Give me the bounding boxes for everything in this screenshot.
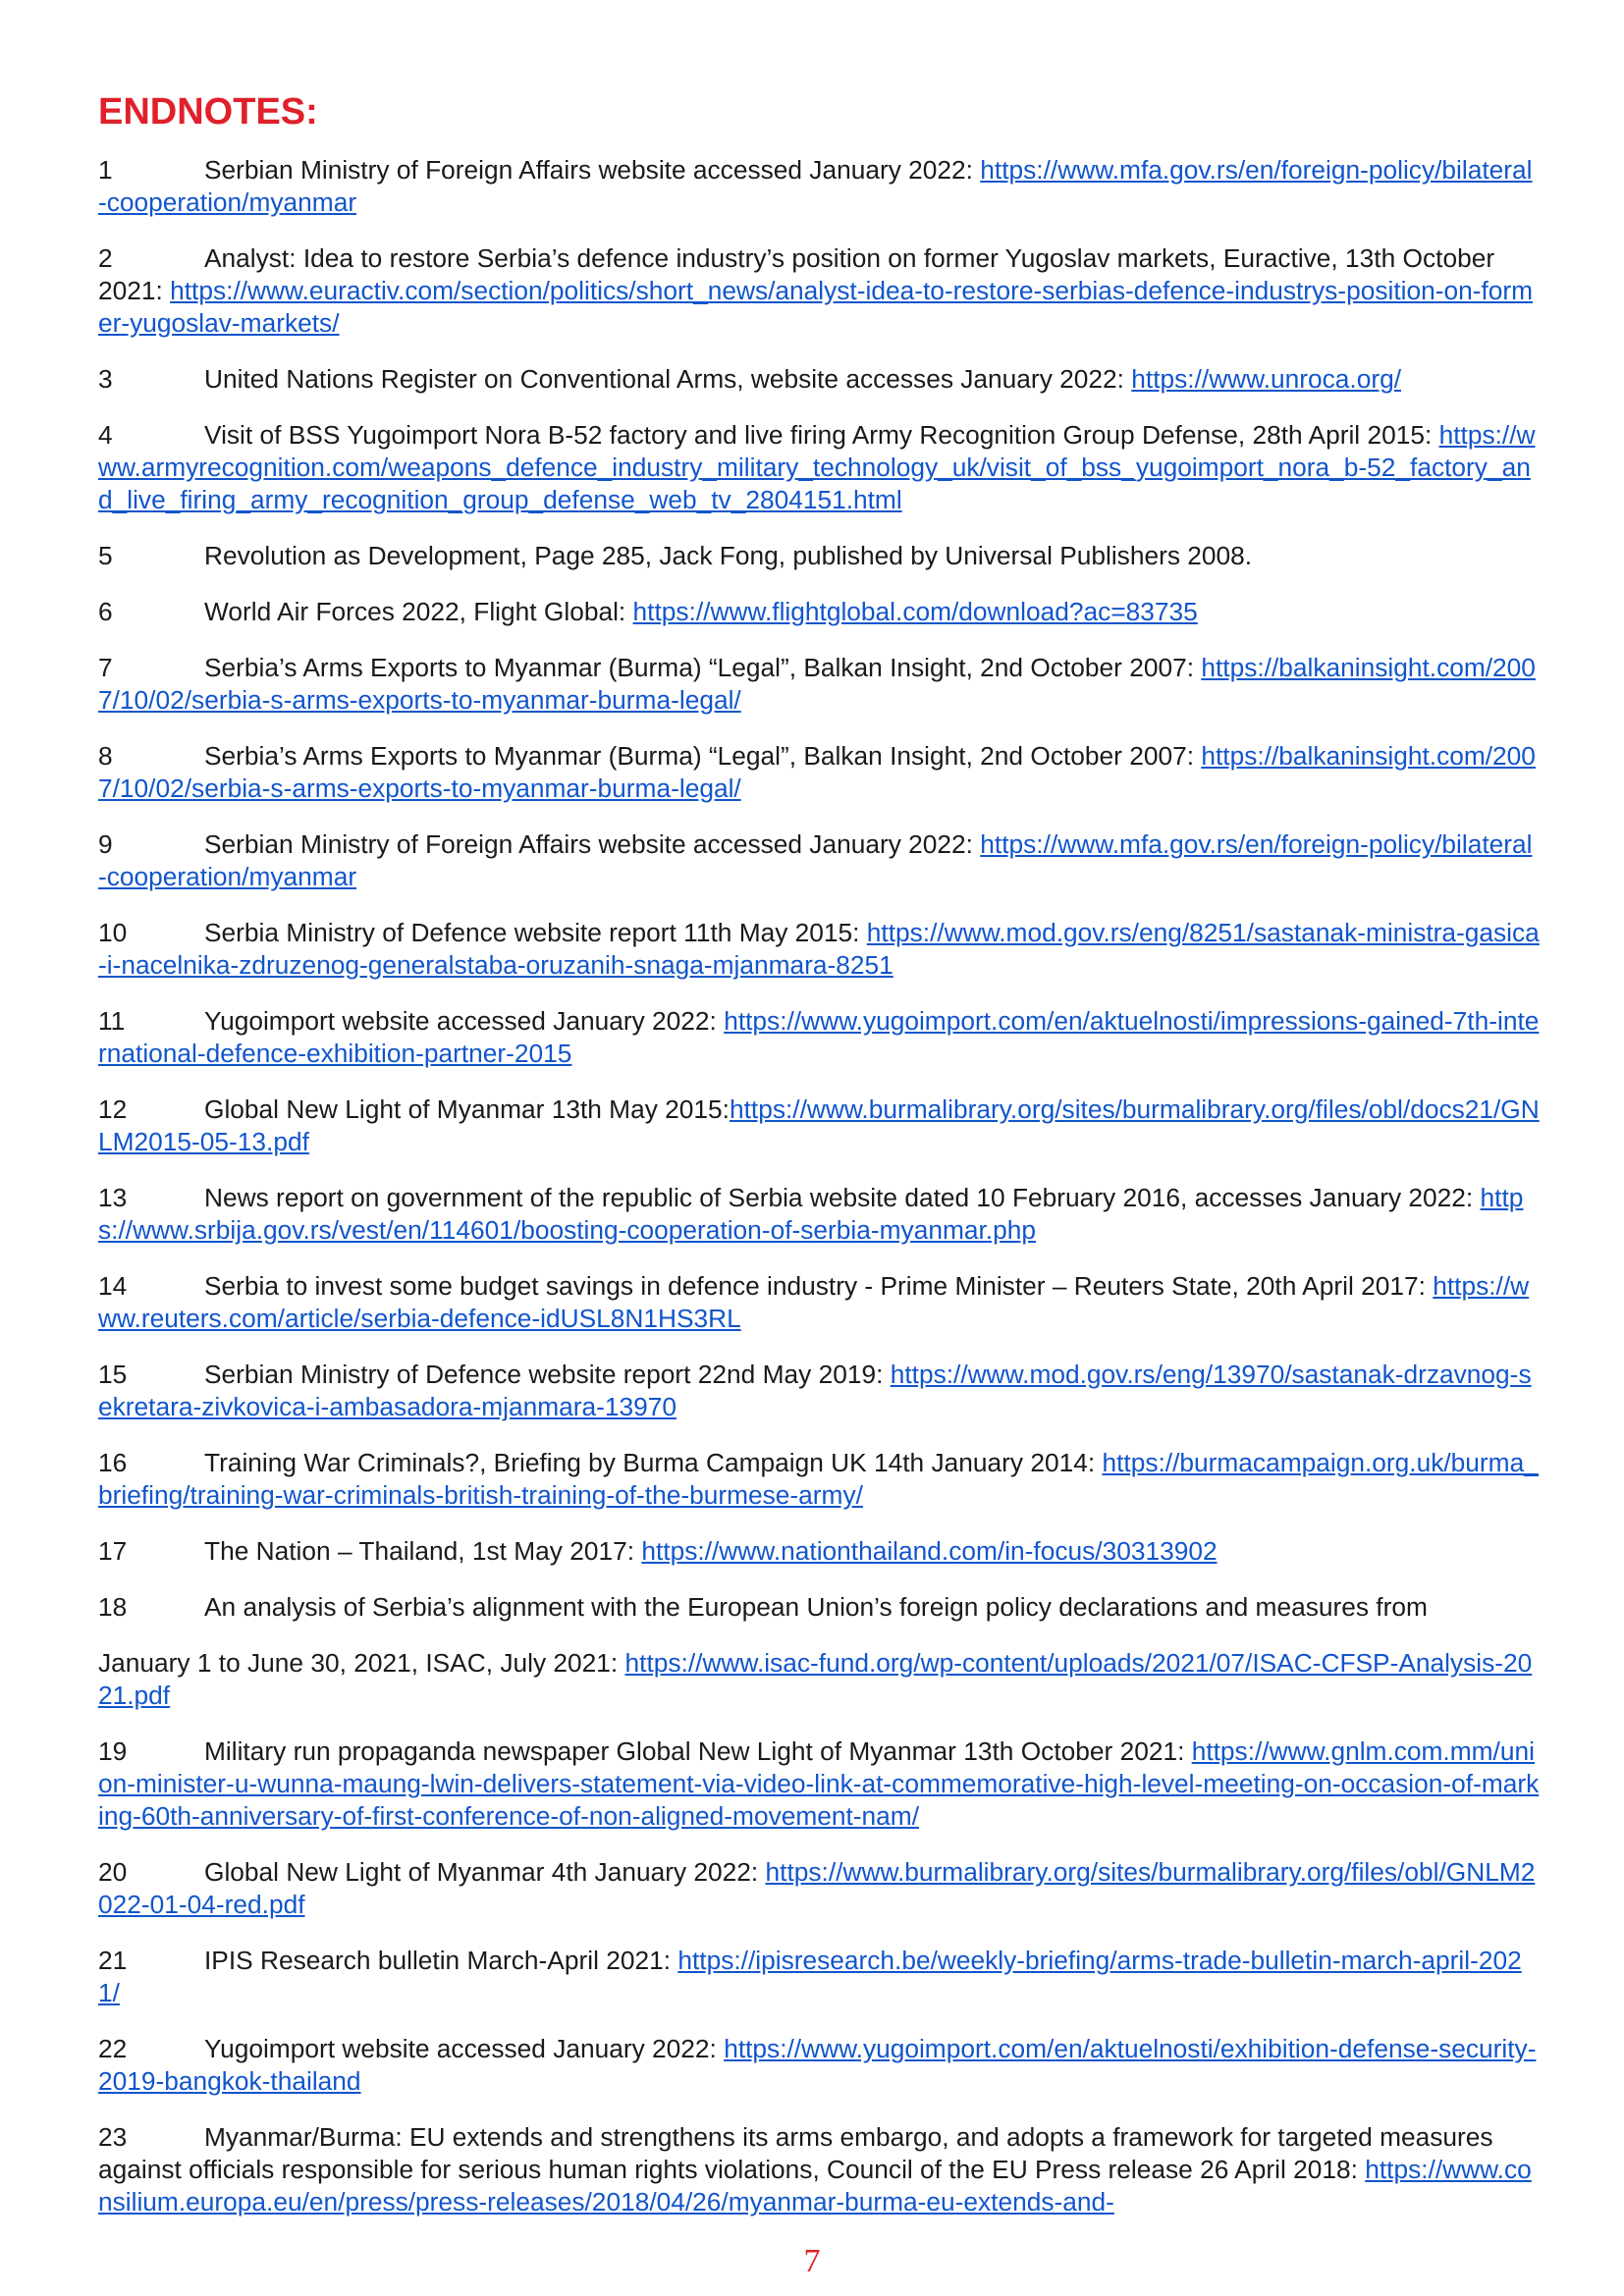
endnote-number: 10: [98, 918, 128, 947]
endnote-number: 16: [98, 1448, 128, 1477]
endnote-item: [98, 1945, 1540, 2009]
endnote-text-continued: January 1 to June 30, 2021, ISAC, July 2021:: [98, 1648, 625, 1678]
endnote-item: [98, 917, 1540, 982]
endnote-item: [98, 1735, 1540, 1833]
endnote-text: United Nations Register on Conventional Arms, website accesses January 2022:: [204, 364, 1132, 394]
endnote-number: 13: [98, 1183, 128, 1212]
endnote-text: Serbian Ministry of Foreign Affairs website accessed January 2022:: [204, 155, 981, 185]
endnote-text: Serbia Ministry of Defence website report 11th May 2015:: [204, 918, 867, 947]
endnote-number: 22: [98, 2034, 128, 2063]
endnote-link[interactable]: https://www.srbija.gov.rs/vest/en/114601/boosting-cooperation-of-serbia-myanmar.php: [98, 1183, 1524, 1245]
endnote-number: 4: [98, 420, 113, 450]
endnote-link[interactable]: https://www.euractiv.com/section/politics/short_news/analyst-idea-to-restore-serbias-defence-industrys-position-on-former-yugoslav-markets/: [98, 276, 1534, 338]
endnote-link[interactable]: https://www.isac-fund.org/wp-content/uploads/2021/07/ISAC-CFSP-Analysis-2021.pdf: [98, 1648, 1533, 1710]
endnote-link[interactable]: https://www.unroca.org/: [1131, 364, 1402, 394]
endnote-item: [98, 1535, 1540, 1568]
endnote-item: [98, 1005, 1540, 1070]
endnote-item: [98, 419, 1540, 516]
endnote-item: [98, 154, 1540, 219]
endnote-number: 5: [98, 541, 113, 570]
endnote-text: Serbian Ministry of Defence website report 22nd May 2019:: [204, 1360, 891, 1389]
endnote-text: IPIS Research bulletin March-April 2021:: [204, 1946, 678, 1975]
endnote-item: [98, 1359, 1540, 1423]
endnote-number: 18: [98, 1592, 128, 1622]
endnote-link[interactable]: https://www.yugoimport.com/en/aktuelnosti/exhibition-defense-security-2019-bangkok-thailand: [98, 2034, 1537, 2096]
endnote-number: 23: [98, 2122, 128, 2152]
endnote-number: 21: [98, 1946, 128, 1975]
endnote-number: 12: [98, 1095, 128, 1124]
endnote-text: Visit of BSS Yugoimport Nora B-52 factory and live firing Army Recognition Group Defense, 28th April 2015:: [204, 420, 1439, 450]
endnote-text: Serbian Ministry of Foreign Affairs website accessed January 2022:: [204, 829, 981, 859]
endnote-number: 7: [98, 653, 113, 682]
endnote-link[interactable]: https://www.gnlm.com.mm/union-minister-u-wunna-maung-lwin-delivers-statement-via-video-link-at-commemorative-high-level-meeting-on-occasion-of-marking-60th-anniversary-of-first-conference-of-non-aligned-movement-nam/: [98, 1736, 1540, 1831]
endnote-item: [98, 652, 1540, 717]
endnote-number: 9: [98, 829, 113, 859]
endnote-text: Yugoimport website accessed January 2022:: [204, 1006, 725, 1036]
endnote-number: 15: [98, 1360, 128, 1389]
endnote-text: Serbia’s Arms Exports to Myanmar (Burma) “Legal”, Balkan Insight, 2nd October 2007:: [204, 653, 1202, 682]
endnote-text: Serbia’s Arms Exports to Myanmar (Burma) “Legal”, Balkan Insight, 2nd October 2007:: [204, 741, 1202, 771]
endnote-item: [98, 740, 1540, 805]
endnote-link[interactable]: https://ipisresearch.be/weekly-briefing/arms-trade-bulletin-march-april-2021/: [98, 1946, 1522, 2007]
endnote-number: 20: [98, 1857, 128, 1887]
endnote-number: 17: [98, 1536, 128, 1566]
endnote-item: [98, 363, 1540, 396]
endnote-text: Myanmar/Burma: EU extends and strengthens its arms embargo, and adopts a framework for targeted measures against officials responsible for serious human rights violations, Council of the EU Press release 26 April 2018:: [98, 2122, 1493, 2184]
endnote-text: Military run propaganda newspaper Global New Light of Myanmar 13th October 2021:: [204, 1736, 1192, 1766]
endnote-text: News report on government of the republic of Serbia website dated 10 February 2016, accesses January 2022:: [204, 1183, 1481, 1212]
endnote-number: 8: [98, 741, 113, 771]
endnote-link[interactable]: https://www.mfa.gov.rs/en/foreign-policy/bilateral-cooperation/myanmar: [98, 155, 1533, 217]
endnote-item: [98, 540, 1540, 572]
endnotes-heading: ENDNOTES:: [98, 91, 318, 133]
endnote-number: 19: [98, 1736, 128, 1766]
endnote-item: [98, 828, 1540, 893]
endnote-number: 6: [98, 597, 113, 626]
endnote-item: [98, 1182, 1540, 1247]
endnote-link[interactable]: https://www.burmalibrary.org/sites/burmalibrary.org/files/obl/docs21/GNLM2015-05-13.pdf: [98, 1095, 1540, 1156]
endnote-text: The Nation – Thailand, 1st May 2017:: [204, 1536, 642, 1566]
endnote-item: [98, 1094, 1540, 1158]
endnote-text: Global New Light of Myanmar 4th January 2022:: [204, 1857, 766, 1887]
endnote-text: Training War Criminals?, Briefing by Burma Campaign UK 14th January 2014:: [204, 1448, 1103, 1477]
endnote-text: Analyst: Idea to restore Serbia’s defence industry’s position on former Yugoslav markets, Euractive, 13th October 2021:: [98, 243, 1495, 305]
endnote-item: [98, 596, 1540, 628]
endnote-text: Yugoimport website accessed January 2022:: [204, 2034, 725, 2063]
endnote-link[interactable]: https://burmacampaign.org.uk/burma_briefing/training-war-criminals-british-training-of-the-burmese-army/: [98, 1448, 1539, 1510]
endnote-link[interactable]: https://www.flightglobal.com/download?ac=83735: [632, 597, 1198, 626]
endnote-link[interactable]: https://www.reuters.com/article/serbia-defence-idUSL8N1HS3RL: [98, 1271, 1530, 1333]
endnote-text: Global New Light of Myanmar 13th May 2015:: [204, 1095, 730, 1124]
endnote-item: [98, 1856, 1540, 1921]
endnote-text: Revolution as Development, Page 285, Jack Fong, published by Universal Publishers 2008.: [204, 541, 1253, 570]
endnote-link[interactable]: https://www.yugoimport.com/en/aktuelnosti/impressions-gained-7th-international-defence-exhibition-partner-2015: [98, 1006, 1540, 1068]
endnote-item: [98, 1591, 1540, 1712]
endnote-number: 11: [98, 1006, 126, 1036]
endnote-item: [98, 1447, 1540, 1512]
endnote-item: [98, 1270, 1540, 1335]
endnote-link[interactable]: https://www.mfa.gov.rs/en/foreign-policy/bilateral-cooperation/myanmar: [98, 829, 1533, 891]
endnote-number: 2: [98, 243, 113, 273]
page-number: 7: [803, 2243, 821, 2279]
endnote-link[interactable]: https://balkaninsight.com/2007/10/02/serbia-s-arms-exports-to-myanmar-burma-legal/: [98, 741, 1536, 803]
endnote-link[interactable]: https://www.mod.gov.rs/eng/8251/sastanak-ministra-gasica-i-nacelnika-zdruzenog-generalstaba-oruzanih-snaga-mjanmara-8251: [98, 918, 1540, 980]
endnote-link[interactable]: https://www.consilium.europa.eu/en/press/press-releases/2018/04/26/myanmar-burma-eu-extends-and-: [98, 2155, 1532, 2216]
endnotes-list: [98, 154, 1540, 2242]
endnote-link[interactable]: https://www.nationthailand.com/in-focus/30313902: [641, 1536, 1218, 1566]
endnote-link[interactable]: https://balkaninsight.com/2007/10/02/serbia-s-arms-exports-to-myanmar-burma-legal/: [98, 653, 1536, 715]
endnote-number: 1: [98, 155, 113, 185]
endnote-link[interactable]: https://www.armyrecognition.com/weapons_defence_industry_military_technology_uk/visit_of_bss_yugoimport_nora_b-52_factory_and_live_firing_army_recognition_group_defense_web_tv_2804151.html: [98, 420, 1536, 514]
endnote-link[interactable]: https://www.mod.gov.rs/eng/13970/sastanak-drzavnog-sekretara-zivkovica-i-ambasadora-mjanmara-13970: [98, 1360, 1532, 1421]
endnote-item: [98, 2033, 1540, 2098]
endnote-number: 3: [98, 364, 113, 394]
endnote-item: [98, 242, 1540, 340]
endnote-item: [98, 2121, 1540, 2218]
paragraph-gap: [98, 1624, 1540, 1647]
endnote-link[interactable]: https://www.burmalibrary.org/sites/burmalibrary.org/files/obl/GNLM2022-01-04-red.pdf: [98, 1857, 1536, 1919]
endnote-number: 14: [98, 1271, 128, 1301]
endnote-text: An analysis of Serbia’s alignment with the European Union’s foreign policy declarations and measures from: [204, 1592, 1428, 1622]
endnote-text: Serbia to invest some budget savings in defence industry - Prime Minister – Reuters State, 20th April 2017:: [204, 1271, 1434, 1301]
endnote-text: World Air Forces 2022, Flight Global:: [204, 597, 633, 626]
